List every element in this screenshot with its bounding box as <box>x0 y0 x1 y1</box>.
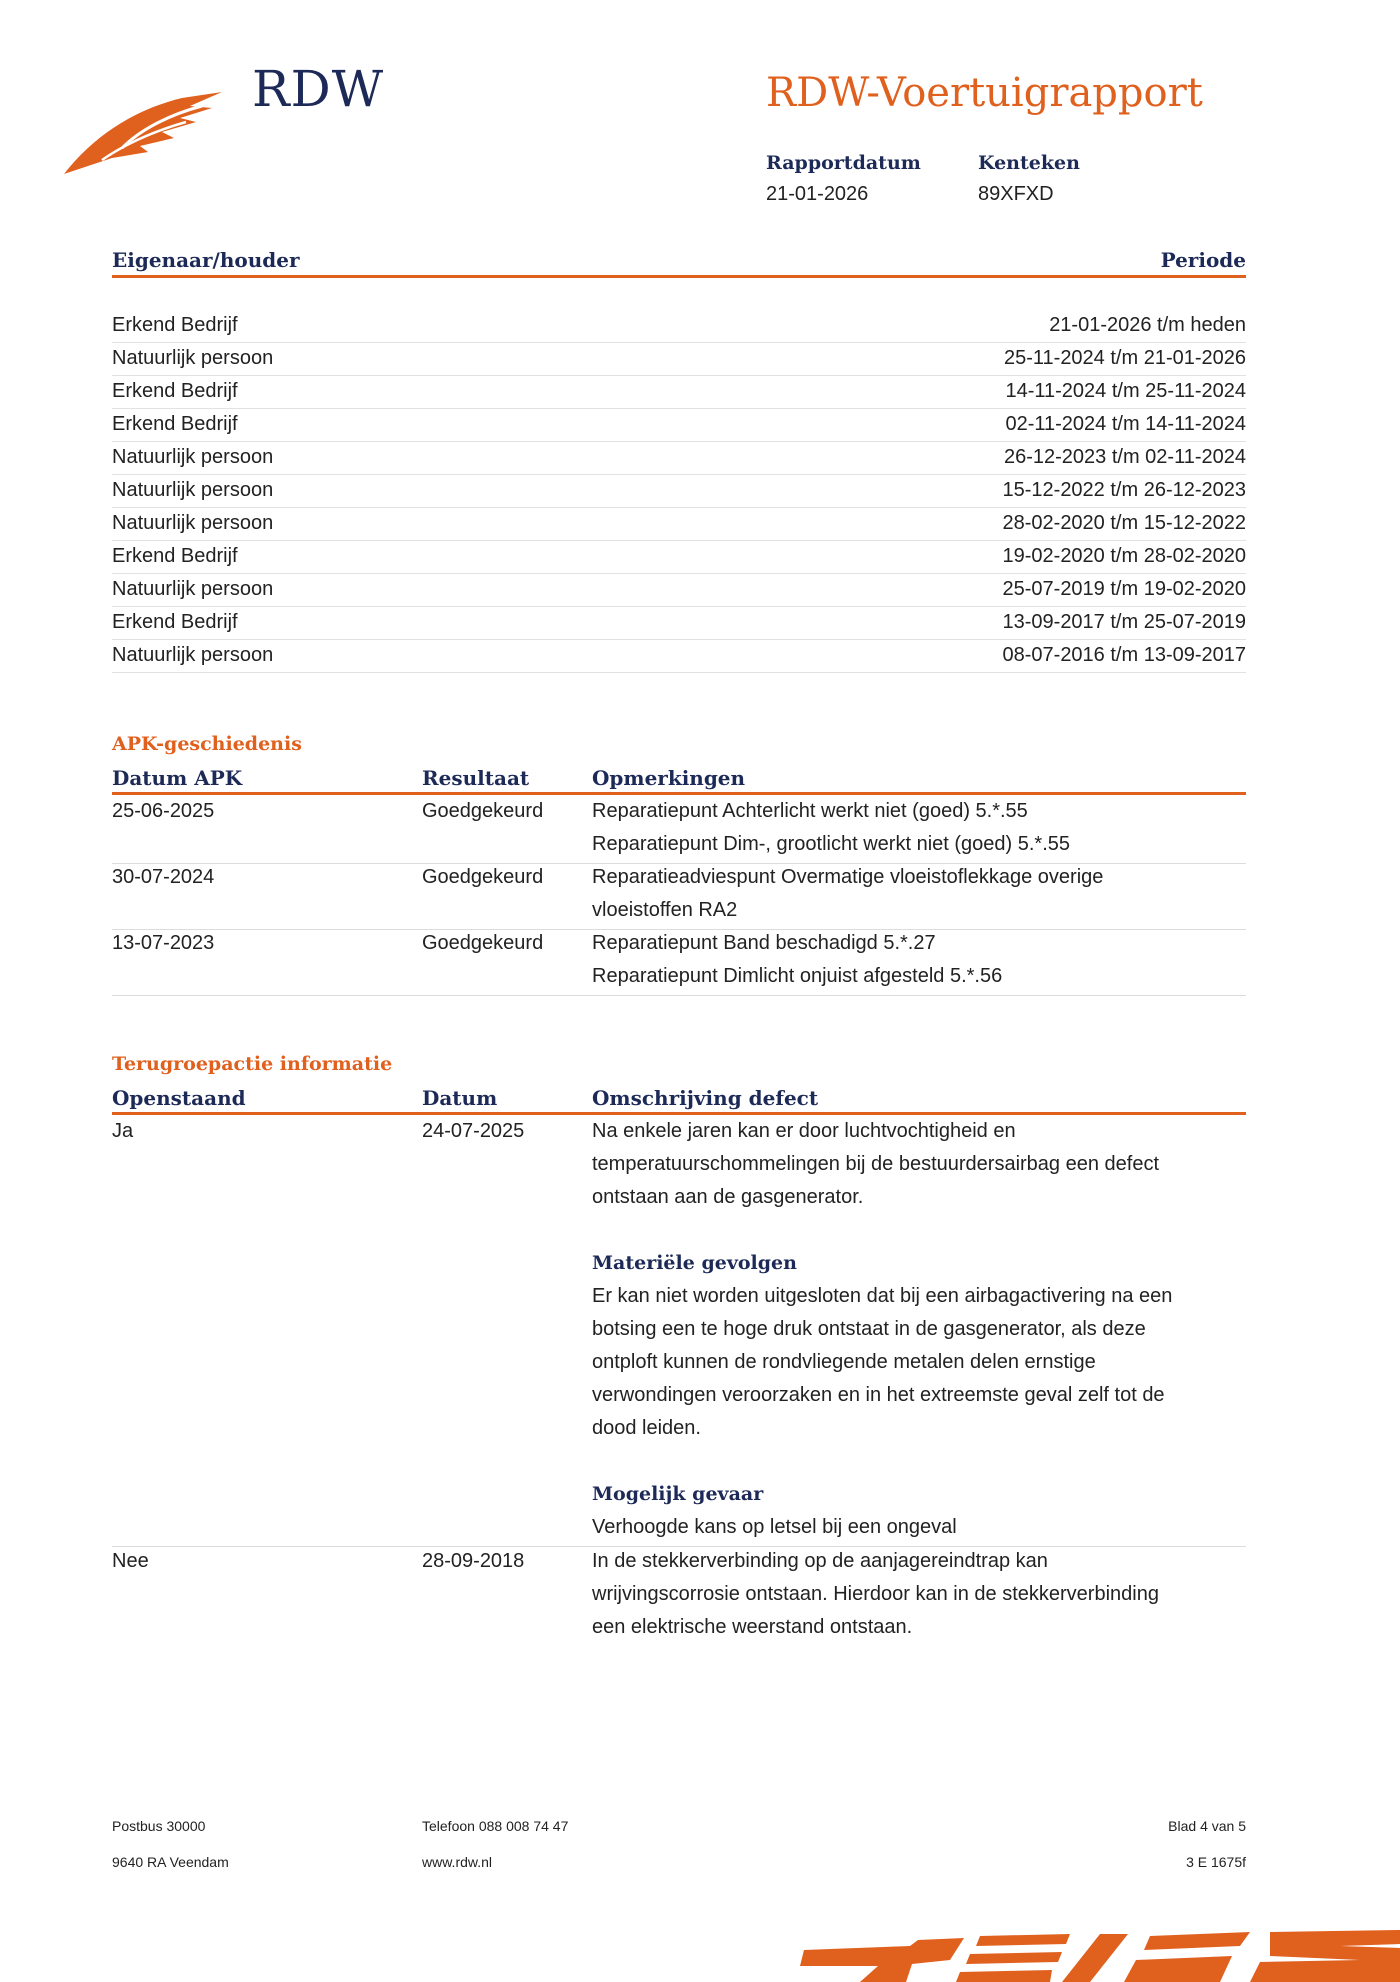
apk-section-title: APK-geschiedenis <box>112 733 302 755</box>
table-row <box>112 310 1246 343</box>
report-date-value: 21-01-2026 <box>766 183 869 205</box>
period-cell: 25-11-2024 t/m 21-01-2026 <box>1003 347 1246 369</box>
decorative-stripes-icon <box>800 1926 1400 1982</box>
period-cell: 25-07-2019 t/m 19-02-2020 <box>1002 578 1246 600</box>
recall-section-title: Terugroepactie informatie <box>112 1053 393 1075</box>
apk-date-cell: 30-07-2024 <box>112 866 215 888</box>
period-cell: 14-11-2024 t/m 25-11-2024 <box>1005 380 1246 402</box>
footer-page-number: Blad 4 van 5 <box>1168 1818 1246 1834</box>
owner-column-header: Eigenaar/houder <box>112 248 300 272</box>
table-row <box>112 409 1246 442</box>
table-row <box>112 376 1246 409</box>
recall-date-column-header: Datum <box>422 1086 498 1110</box>
owner-cell: Natuurlijk persoon <box>112 578 274 600</box>
apk-remark-line: Reparatiepunt Dim-, grootlicht werkt niet (goed) 5.*.55 <box>592 833 1071 855</box>
danger-heading: Mogelijk gevaar <box>592 1483 764 1505</box>
owner-cell: Erkend Bedrijf <box>112 413 238 435</box>
danger-line: Verhoogde kans op letsel bij een ongeval <box>592 1516 957 1538</box>
report-title: RDW-Voertuigrapport <box>766 70 1203 116</box>
owner-cell: Erkend Bedrijf <box>112 314 238 336</box>
apk-result-cell: Goedgekeurd <box>422 800 544 822</box>
table-row <box>112 475 1246 508</box>
recall-open-cell: Ja <box>112 1120 134 1142</box>
report-date-label: Rapportdatum <box>766 152 921 174</box>
period-cell: 21-01-2026 t/m heden <box>1049 314 1246 336</box>
recall-defect-line: een elektrische weerstand ontstaan. <box>592 1616 913 1638</box>
rdw-logo-icon <box>62 88 232 180</box>
table-row <box>112 442 1246 475</box>
consequences-heading: Materiële gevolgen <box>592 1252 797 1274</box>
apk-date-cell: 13-07-2023 <box>112 932 215 954</box>
owner-cell: Natuurlijk persoon <box>112 446 274 468</box>
apk-result-cell: Goedgekeurd <box>422 866 544 888</box>
recall-open-column-header: Openstaand <box>112 1086 246 1110</box>
footer-address-line-2: 9640 RA Veendam <box>112 1854 229 1870</box>
rdw-logo-text: RDW <box>252 60 385 118</box>
row-divider <box>112 863 1246 864</box>
plate-label: Kenteken <box>978 152 1080 174</box>
footer-phone: Telefoon 088 008 74 47 <box>422 1818 569 1834</box>
owner-cell: Erkend Bedrijf <box>112 380 238 402</box>
period-column-header: Periode <box>1160 248 1246 272</box>
apk-remark-line: vloeistoffen RA2 <box>592 899 738 921</box>
table-row <box>112 343 1246 376</box>
consequences-line: verwondingen veroorzaken en in het extreemste geval zelf tot de <box>592 1384 1165 1406</box>
apk-result-column-header: Resultaat <box>422 766 530 790</box>
consequences-line: botsing een te hoge druk ontstaat in de gasgenerator, als deze <box>592 1318 1146 1340</box>
footer-document-code: 3 E 1675f <box>1186 1854 1246 1870</box>
apk-remarks-column-header: Opmerkingen <box>592 766 746 790</box>
apk-remark-line: Reparatiepunt Band beschadigd 5.*.27 <box>592 932 936 954</box>
table-row <box>112 574 1246 607</box>
apk-remark-line: Reparatiepunt Dimlicht onjuist afgesteld 5.*.56 <box>592 965 1003 987</box>
owner-cell: Natuurlijk persoon <box>112 479 274 501</box>
consequences-line: dood leiden. <box>592 1417 701 1439</box>
period-cell: 02-11-2024 t/m 14-11-2024 <box>1005 413 1246 435</box>
owner-cell: Natuurlijk persoon <box>112 347 274 369</box>
owners-header-rule <box>112 275 1246 278</box>
period-cell: 13-09-2017 t/m 25-07-2019 <box>1002 611 1246 633</box>
consequences-line: Er kan niet worden uitgesloten dat bij een airbagactivering na een <box>592 1285 1173 1307</box>
table-row <box>112 607 1246 640</box>
row-divider <box>112 1546 1246 1547</box>
period-cell: 19-02-2020 t/m 28-02-2020 <box>1002 545 1246 567</box>
table-row <box>112 508 1246 541</box>
owner-cell: Erkend Bedrijf <box>112 545 238 567</box>
owner-cell: Natuurlijk persoon <box>112 512 274 534</box>
recall-defect-line: Na enkele jaren kan er door luchtvochtigheid en <box>592 1120 1016 1142</box>
recall-defect-line: temperatuurschommelingen bij de bestuurdersairbag een defect <box>592 1153 1160 1175</box>
recall-date-cell: 28-09-2018 <box>422 1550 525 1572</box>
owner-cell: Erkend Bedrijf <box>112 611 238 633</box>
owner-cell: Natuurlijk persoon <box>112 644 274 666</box>
apk-remark-line: Reparatiepunt Achterlicht werkt niet (goed) 5.*.55 <box>592 800 1028 822</box>
row-divider <box>112 929 1246 930</box>
apk-date-cell: 25-06-2025 <box>112 800 215 822</box>
period-cell: 08-07-2016 t/m 13-09-2017 <box>1002 644 1246 666</box>
table-row <box>112 541 1246 574</box>
row-divider <box>112 995 1246 996</box>
footer-address-line-1: Postbus 30000 <box>112 1818 206 1834</box>
footer-website: www.rdw.nl <box>422 1854 493 1870</box>
period-cell: 26-12-2023 t/m 02-11-2024 <box>1003 446 1246 468</box>
apk-remark-line: Reparatieadviespunt Overmatige vloeistoflekkage overige <box>592 866 1104 888</box>
recall-description-column-header: Omschrijving defect <box>592 1086 819 1110</box>
row-divider <box>112 672 1246 673</box>
apk-result-cell: Goedgekeurd <box>422 932 544 954</box>
recall-date-cell: 24-07-2025 <box>422 1120 525 1142</box>
recall-open-cell: Nee <box>112 1550 149 1572</box>
period-cell: 15-12-2022 t/m 26-12-2023 <box>1002 479 1246 501</box>
recall-defect-line: wrijvingscorrosie ontstaan. Hierdoor kan in de stekkerverbinding <box>592 1583 1159 1605</box>
plate-value: 89XFXD <box>978 183 1054 205</box>
consequences-line: ontploft kunnen de rondvliegende metalen delen ernstige <box>592 1351 1096 1373</box>
apk-header-rule <box>112 792 1246 795</box>
apk-date-column-header: Datum APK <box>112 766 243 790</box>
recall-defect-line: In de stekkerverbinding op de aanjagereindtrap kan <box>592 1550 1048 1572</box>
recall-header-rule <box>112 1112 1246 1115</box>
table-row <box>112 640 1246 673</box>
period-cell: 28-02-2020 t/m 15-12-2022 <box>1002 512 1246 534</box>
recall-defect-line: ontstaan aan de gasgenerator. <box>592 1186 864 1208</box>
